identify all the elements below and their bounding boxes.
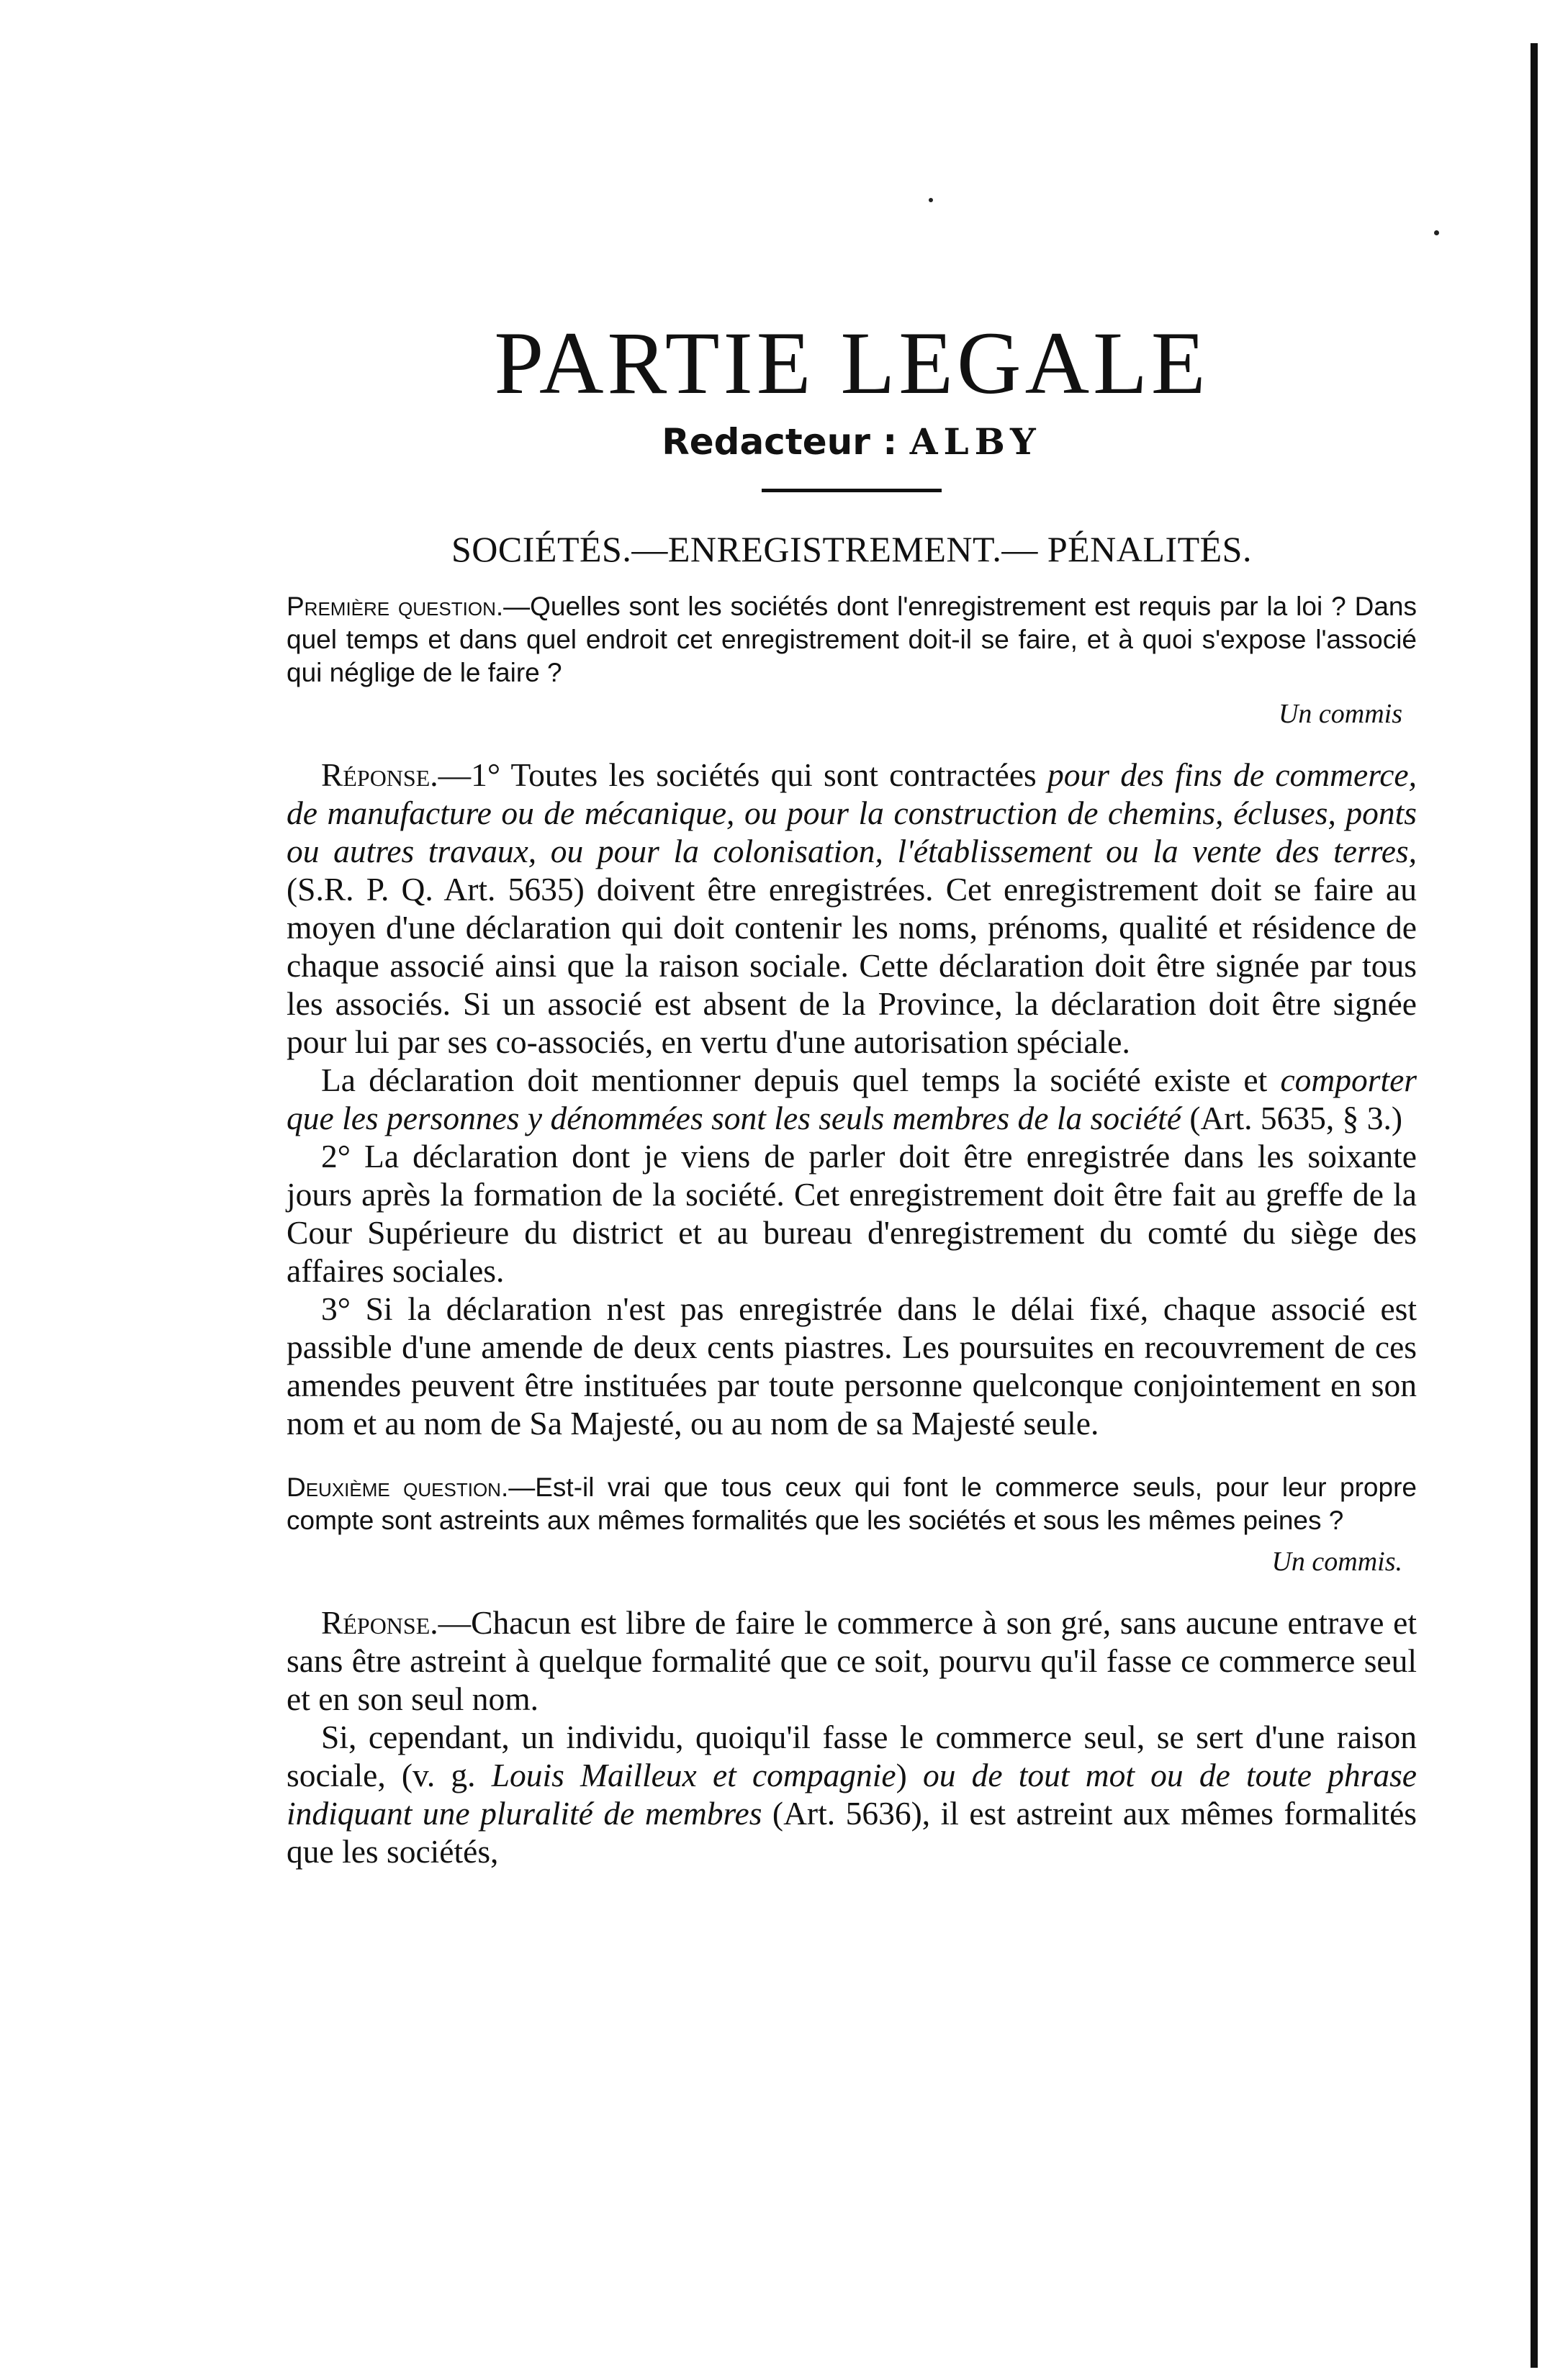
answer-2-paragraph-2 <box>287 1718 1417 1870</box>
answer-2-p2-text-b: ) <box>896 1756 923 1793</box>
answer-2-paragraph-1 <box>287 1603 1417 1718</box>
answer-1-paragraph-4: 3° Si la déclaration n'est pas enregistrée dans le délai fixé, chaque associé est passible d'une amende de deux cents piastres. Les poursuites en recouvrement de ces amendes peuvent être instituées par toute personne quelconque conjointement en son nom et au nom de Sa Majesté, ou au nom de sa Majesté seule. <box>287 1290 1417 1442</box>
answer-2-label: Réponse. <box>321 1603 438 1641</box>
answer-1-paragraph-1 <box>287 756 1417 1061</box>
question-2-signature: Un commis. <box>1271 1546 1402 1577</box>
answer-1-paragraph-3: 2° La déclaration dont je viens de parler doit être enregistrée dans les soixante jours après la formation de la société. Cet enregistrement doit être fait au greffe de la Cour Supérieure du district et au bureau d'enregistrement du comté du siège des affaires sociales. <box>287 1137 1417 1289</box>
answer-1-p1-text-a: —1° Toutes les sociétés qui sont contractées <box>438 756 1047 793</box>
question-1-signature: Un commis <box>1278 698 1402 729</box>
answer-1-p2-italic: comporter que les personnes y dénommées sont les seuls membres de la société <box>287 1061 1417 1136</box>
section-heading: SOCIÉTÉS.—ENREGISTREMENT.— PÉNALITÉS. <box>451 529 1252 570</box>
question-1-label: Première question. <box>287 592 504 622</box>
answer-1-paragraph-2 <box>287 1061 1417 1137</box>
answer-1-p2-text-a: La déclaration doit mentionner depuis quel temps la société existe et <box>321 1061 1281 1098</box>
answer-1-p2-text-b: (Art. 5635, § 3.) <box>1181 1099 1403 1136</box>
question-1-text: —Quelles sont les sociétés dont l'enregistrement est requis par la loi ? Dans quel temps et dans quel endroit cet enregistrement doit-il se faire, et à quoi s'expose l'associé qui néglige de le faire ? <box>287 592 1417 687</box>
answer-2-p2-italic-1: Louis Mailleux et compagnie <box>491 1756 896 1793</box>
answer-2-p2-text-c: (Art. 5636), il est astreint aux mêmes formalités que les sociétés, <box>287 1794 1417 1870</box>
question-2-text: —Est-il vrai que tous ceux qui font le commerce seuls, pour leur propre compte sont astreints aux mêmes formalités que les sociétés et sous les mêmes peines ? <box>287 1472 1417 1535</box>
answer-1-p1-italic: pour des fins de commerce, de manufacture ou de mécanique, ou pour la construction de chemins, écluses, ponts ou autres travaux, ou pour la colonisation, l'établissement ou la vente des terres, <box>287 756 1417 869</box>
answer-2-p2-italic-2: ou de tout mot ou de toute phrase indiquant une pluralité de membres <box>287 1756 1417 1832</box>
editor-byline <box>287 420 1417 463</box>
scan-speck <box>929 198 933 202</box>
editor-label: Redacteur : <box>662 421 898 463</box>
answer-2-p2-text-a: Si, cependant, un individu, quoiqu'il fasse le commerce seul, se sert d'une raison sociale, (v. g. <box>287 1718 1417 1793</box>
article-column <box>287 314 1417 1870</box>
question-2 <box>287 1471 1417 1537</box>
answer-1-label: Réponse. <box>321 756 438 793</box>
title-divider <box>762 489 942 492</box>
question-2-label: Deuxième question. <box>287 1472 509 1502</box>
answer-1-p1-text-b: (S.R. P. Q. Art. 5635) doivent être enregistrées. Cet enregistrement doit se faire au moyen d'une déclaration qui doit contenir les noms, prénoms, qualité et résidence de chaque associé ainsi que la raison sociale. Cette déclaration doit être signée par tous les associés. Si un associé est absent de la Province, la déclaration doit être signée pour lui par ses co-associés, en vertu d'une autorisation spéciale. <box>287 870 1417 1060</box>
scan-speck <box>1434 230 1439 235</box>
question-1 <box>287 590 1417 689</box>
editor-name: ALBY <box>909 420 1042 463</box>
page-title: PARTIE LEGALE <box>494 314 1209 412</box>
page-edge-line <box>1531 43 1538 2368</box>
answer-2-p1-text: —Chacun est libre de faire le commerce à son gré, sans aucune entrave et sans être astreint à quelque formalité que ce soit, pourvu qu'il fasse ce commerce seul et en son seul nom. <box>287 1603 1417 1717</box>
